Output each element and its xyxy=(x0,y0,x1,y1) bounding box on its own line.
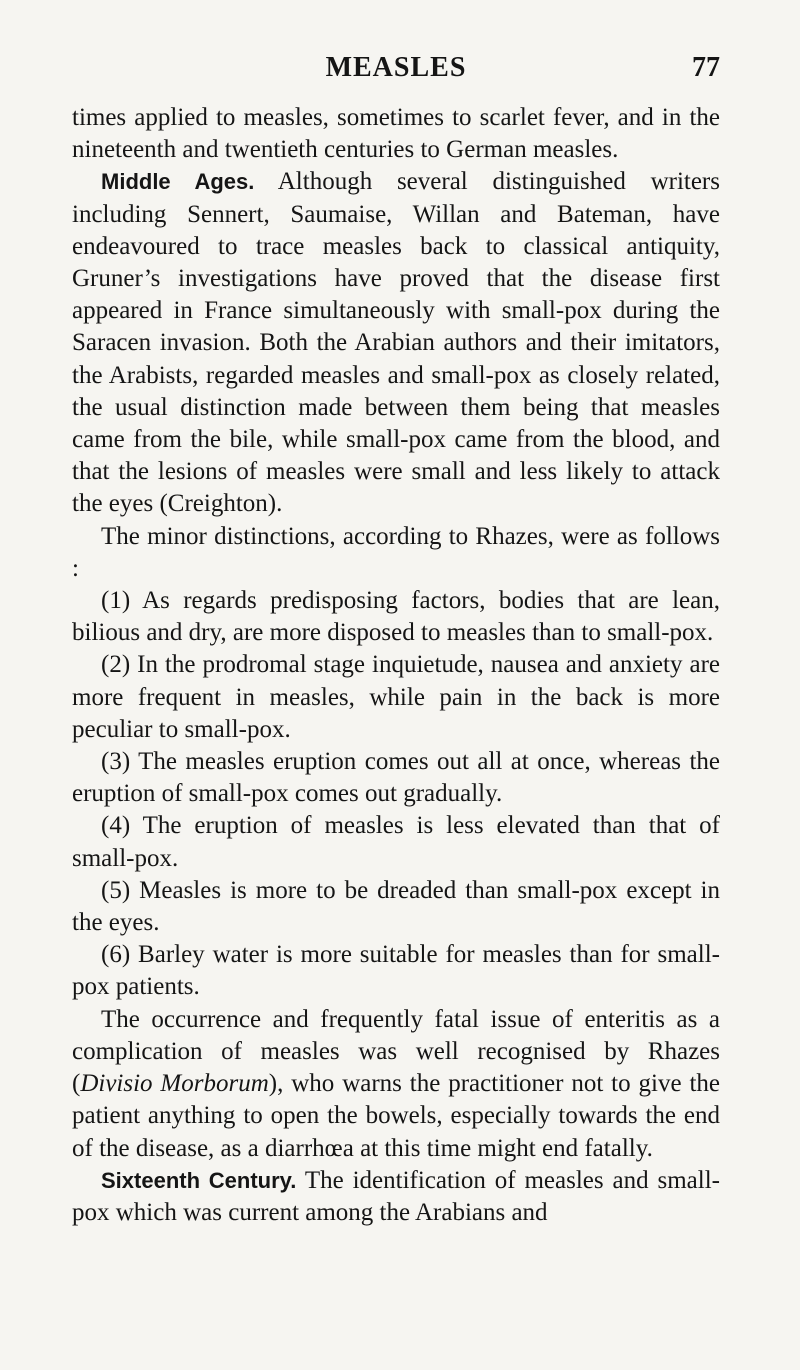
list-item-1: (1) As regards predisposing factors, bodies that are lean, bilious and dry, are more disposed to measles than to small-pox. xyxy=(72,587,720,647)
list-item-4: (4) The eruption of measles is less elevated than that of small-pox. xyxy=(72,812,720,872)
page-header xyxy=(72,48,720,92)
body-text xyxy=(72,102,720,1229)
paragraph-sixteenth-century-text: The identification of measles and small-pox which was current among the Arabians and xyxy=(72,1166,720,1226)
list-item-6: (6) Barley water is more suitable for measles than for small-pox patients. xyxy=(72,941,720,1001)
paragraph-enteritis-text-a: The occurrence and frequently fatal issue of enteritis as a complication of measles was well recognised by Rhazes ( xyxy=(72,1005,720,1098)
paragraph-minor-distinctions: The minor distinctions, according to Rhazes, were as follows : xyxy=(72,522,720,582)
list-item-2: (2) In the prodromal stage inquietude, nausea and anxiety are more frequent in measles, while pain in the back is more peculiar to small-pox. xyxy=(72,651,720,743)
section-heading-middle-ages: Middle Ages. xyxy=(101,169,255,195)
page-number: 77 xyxy=(692,52,720,83)
paragraph-continuation: times applied to measles, sometimes to scarlet fever, and in the nineteenth and twentieth centuries to German measles. xyxy=(72,104,720,164)
paragraph-enteritis-text-b: ), who warns the practitioner not to give the patient anything to open the bowels, especially towards the end of the disease, as a diarrhœa at this time might end fatally. xyxy=(72,1070,720,1162)
book-title-divisio-morborum: Divisio Morborum xyxy=(80,1070,269,1098)
paragraph-middle-ages-text: Although several distinguished writers including Sennert, Saumaise, Willan and Bateman, have endeavoured to trace measles back to classical antiquity, Gruner’s investigations have proved that the disease first appeared in France simultaneously with small-pox during the Saracen invasion. Both the Arabian authors and their imitators, the Arabists, regarded measles and small-pox as closely related, the usual distinction made between them being that measles came from the bile, while small-pox came from the blood, and that the lesions of measles were small and less likely to attack the eyes (Creighton). xyxy=(72,168,720,518)
list-item-5: (5) Measles is more to be dreaded than small-pox except in the eyes. xyxy=(72,876,720,937)
section-heading-sixteenth-century: Sixteenth Century. xyxy=(101,1167,297,1193)
paragraph-enteritis xyxy=(72,1004,720,1165)
paragraph-sixteenth-century xyxy=(72,1165,720,1229)
running-head: MEASLES xyxy=(325,52,467,83)
paragraph-middle-ages xyxy=(72,166,720,520)
list-item-3: (3) The measles eruption comes out all at once, whereas the eruption of small-pox comes out gradually. xyxy=(72,748,720,808)
book-page xyxy=(72,48,720,1229)
